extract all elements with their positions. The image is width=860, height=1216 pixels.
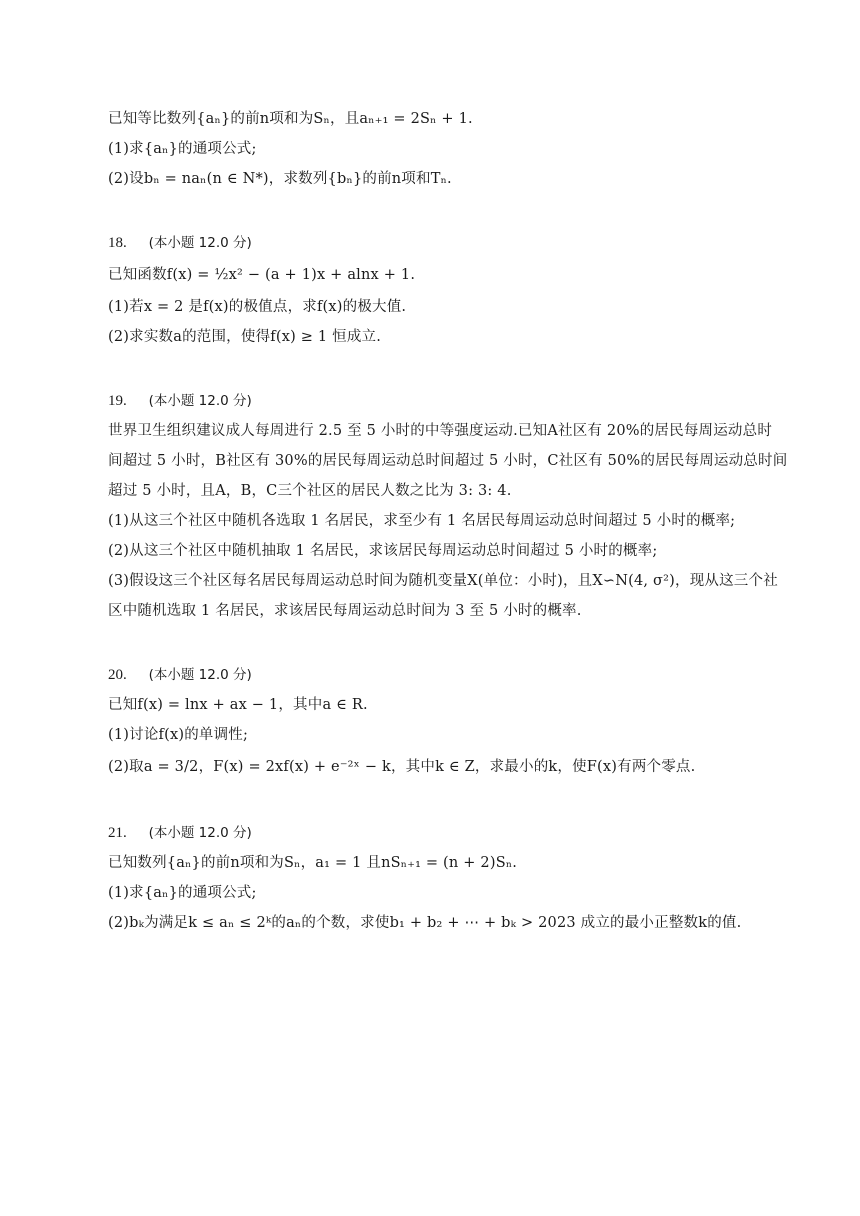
q21-part-1: (1)求{aₙ}的通项公式; [108, 885, 257, 901]
q19-header [108, 386, 798, 416]
q18-header [108, 228, 798, 258]
q19-part-3-line-1: (3)假设这三个社区每名居民每周运动总时间为随机变量X(单位：小时)，且X∽N(4, σ²)，现从这三个社 [108, 573, 778, 589]
q19-stem-line-2: 间超过 5 小时，B社区有 30%的居民每周运动总时间超过 5 小时，C社区有 50%的居民每周运动总时间 [108, 453, 788, 469]
q19-part-2: (2)从这三个社区中随机抽取 1 名居民，求该居民每周运动总时间超过 5 小时的概率; [108, 543, 658, 559]
q20-points: (本小题 12.0 分) [148, 667, 252, 683]
q21-header [108, 818, 798, 848]
q18-part-1: (1)若x = 2 是f(x)的极值点，求f(x)的极大值. [108, 299, 407, 315]
q21-stem: 已知数列{aₙ}的前n项和为Sₙ，a₁ = 1 且nSₙ₊₁ = (n + 2)Sₙ. [108, 855, 518, 871]
q21-part-2: (2)bₖ为满足k ≤ aₙ ≤ 2ᵏ的aₙ的个数，求使b₁ + b₂ + ⋯ + bₖ > 2023 成立的最小正整数k的值. [108, 915, 742, 931]
question-20 [108, 660, 798, 784]
q18-number: 18. [108, 235, 127, 251]
q21-number: 21. [108, 825, 127, 841]
q18-points: (本小题 12.0 分) [148, 235, 252, 251]
q19-stem-line-1: 世界卫生组织建议成人每周进行 2.5 至 5 小时的中等强度运动.已知A社区有 20%的居民每周运动总时 [108, 423, 773, 439]
q20-stem: 已知f(x) = lnx + ax − 1，其中a ∈ R. [108, 697, 368, 713]
q20-part-2: (2)取a = 3/2，F(x) = 2xf(x) + e⁻²ˣ − k，其中k ∈ Z，求最小的k，使F(x)有两个零点. [108, 759, 696, 775]
q19-number: 19. [108, 393, 127, 409]
q20-header [108, 660, 798, 690]
question-21 [108, 818, 798, 938]
q18-stem: 已知函数f(x) = ½x² − (a + 1)x + alnx + 1. [108, 267, 416, 283]
q17-part-1: (1)求{aₙ}的通项公式; [108, 141, 257, 157]
q20-number: 20. [108, 667, 127, 683]
q19-points: (本小题 12.0 分) [148, 393, 252, 409]
exam-page [108, 104, 798, 938]
q17-part-2: (2)设bₙ = naₙ(n ∈ N*)，求数列{bₙ}的前n项和Tₙ. [108, 171, 452, 187]
q19-part-1: (1)从这三个社区中随机各选取 1 名居民，求至少有 1 名居民每周运动总时间超过 5 小时的概率; [108, 513, 736, 529]
q21-points: (本小题 12.0 分) [148, 825, 252, 841]
q18-part-2: (2)求实数a的范围，使得f(x) ≥ 1 恒成立. [108, 329, 382, 345]
question-17 [108, 104, 798, 194]
q17-stem: 已知等比数列{aₙ}的前n项和为Sₙ，且aₙ₊₁ = 2Sₙ + 1. [108, 111, 473, 127]
q19-stem-line-3: 超过 5 小时，且A，B，C三个社区的居民人数之比为 3: 3: 4. [108, 483, 512, 499]
question-19 [108, 386, 798, 626]
question-18 [108, 228, 798, 352]
q20-part-1: (1)讨论f(x)的单调性; [108, 727, 249, 743]
q19-part-3-line-2: 区中随机选取 1 名居民，求该居民每周运动总时间为 3 至 5 小时的概率. [108, 603, 582, 619]
